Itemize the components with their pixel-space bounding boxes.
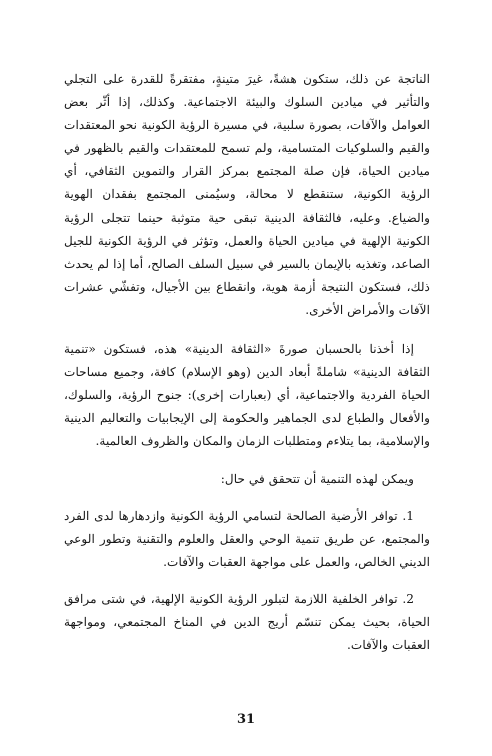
list-item-text: توافر الخلفية اللازمة لتبلور الرؤية الكونية الإلهية، في شتى مرافق الحياة، بحيث يمكن تنسّم أريج الدين في المناخ المجتمعي، ومواجهة العقبات والآفات. — [64, 591, 430, 653]
list-item-number: 2. — [402, 591, 414, 606]
list-item-text: توافر الأرضية الصالحة لتسامي الرؤية الكونية وازدهارها لدى الفرد والمجتمع، عن طريق تنمية الوحي والعقل والعلوم والتقنية وتطور الوعي الديني الخالص، والعمل على مواجهة العقبات والآفات. — [64, 508, 430, 569]
list-item-2 — [64, 588, 430, 657]
list-item-number: 1. — [402, 508, 414, 523]
paragraph-1: الناتجة عن ذلك، ستكون هشةً، غيرَ متينةٍ، مفتقرةً للقدرة على التجلي والتأثير في ميادين السلوك والبيئة الاجتماعية. وكذلك، إذا أثّر بعض العوامل والآفات، بصورة سلبية، في مسيرة الرؤية الكونية نحو المعتقدات والقيم والسلوكيات المتسامية، ولم تسمح للمعتقدات والقيم بالظهور في ميادين الحياة، فإن صلة المجتمع بمركز القرار والتموين الثقافي، أي الرؤية الكونية، ستنقطع لا محالة، وسيُمنى المجتمع بفقدان الهوية والضياع. وعليه، فالثقافة الدينية تبقى حية متوثبة حينما تتجلى الرؤية الكونية الإلهية في ميادين الحياة والعمل، وتؤثر في الرؤية الكونية للجيل الصاعد، وتغذيه بالإيمان بالسير في سبيل السلف الصالح، أما إذا لم يحدث ذلك، فستكون النتيجة أزمة هوية، وانقطاع بين الأجيال، وتفشّي عشرات الآفات والأمراض الأخرى. — [64, 72, 430, 317]
list-item-1 — [64, 505, 430, 574]
paragraph-3: ويمكن لهذه التنمية أن تتحقق في حال: — [220, 471, 414, 486]
page-body — [64, 68, 430, 657]
paragraph-2: إذا أخذنا بالحسبان صورةَ «الثقافة الدينية» هذه، فستكون «تنمية الثقافة الدينية» شاملةً أبعاد الدين (وهو الإسلام) كافة، وجميع مساحات الحياة الفردية والاجتماعية، أي (بعبارات إخرى): جنوح الرؤية، والسلوك، والأفعال والطباع لدى الجماهير والحكومة إلى الإيجابيات والتعاليم الدينية والإسلامية، بما يتلاءم ومتطلبات الزمان والمكان والظروف العالمية. — [64, 342, 430, 449]
page-number: 31 — [236, 712, 256, 727]
